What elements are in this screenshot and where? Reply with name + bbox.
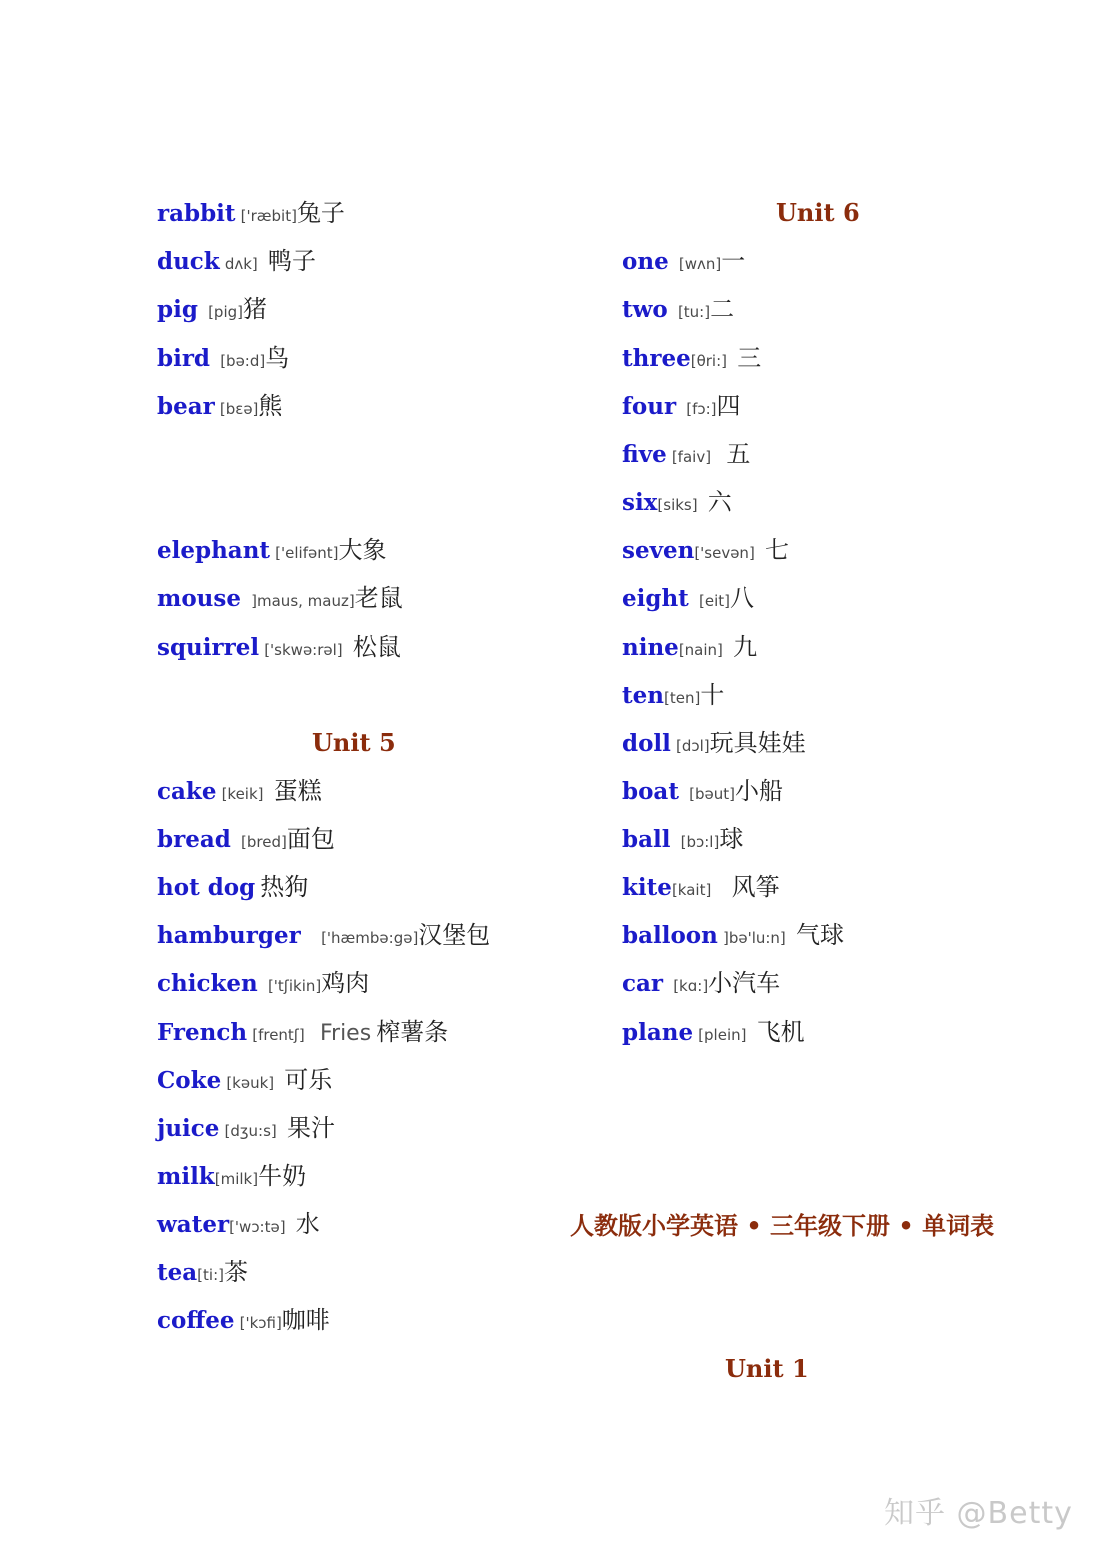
phonetic: [ti:]	[197, 1266, 224, 1284]
vocab-row-three	[622, 338, 761, 378]
vocab-row-milk	[157, 1156, 306, 1196]
chinese-meaning: 鸟	[265, 344, 290, 372]
vocab-row-mouse	[157, 578, 403, 618]
chinese-meaning: 鸡肉	[321, 969, 370, 997]
phonetic: [bred]	[241, 833, 287, 851]
vocab-row-seven	[622, 530, 789, 570]
english-word: six	[622, 489, 658, 516]
vocab-row-coke	[157, 1060, 332, 1100]
chinese-meaning: 老鼠	[354, 584, 403, 612]
vocab-row-six	[622, 482, 732, 522]
phonetic: [bɛə]	[219, 400, 259, 418]
chinese-meaning: 四	[716, 392, 741, 420]
phonetic: [fɔ:]	[686, 400, 717, 418]
chinese-meaning: 气球	[795, 921, 844, 949]
phonetic: ]maus, mauz]	[251, 592, 355, 610]
chinese-meaning: 小汽车	[708, 969, 781, 997]
english-word: milk	[157, 1163, 215, 1190]
vocab-row-nine	[622, 627, 757, 667]
english-word: cake	[157, 778, 217, 805]
phonetic: ['wɔ:tə]	[229, 1218, 286, 1236]
chinese-meaning: 三	[737, 344, 762, 372]
english-word: boat	[622, 778, 679, 805]
english-word: five	[622, 441, 667, 468]
english-word: tea	[157, 1259, 198, 1286]
chinese-meaning: 六	[707, 488, 732, 516]
unit1-heading: Unit 1	[725, 1354, 809, 1383]
vocab-row-water	[157, 1204, 320, 1244]
vocab-row-hot-dog	[157, 867, 308, 907]
chinese-meaning: 一	[721, 247, 746, 275]
english-word: water	[157, 1211, 230, 1238]
vocab-row-plane	[622, 1012, 805, 1052]
vocab-row-elephant	[157, 530, 386, 570]
english-word: coffee	[157, 1307, 235, 1334]
phonetic: [milk]	[214, 1170, 259, 1188]
phonetic: [tu:]	[677, 303, 711, 321]
phonetic: ['elifənt]	[275, 544, 339, 562]
english-word: duck	[157, 248, 220, 275]
chinese-meaning: 松鼠	[352, 633, 401, 661]
chinese-meaning: 大象	[338, 536, 387, 564]
english-word: pig	[157, 296, 198, 323]
english-word: doll	[622, 730, 671, 757]
chinese-meaning: 果汁	[286, 1114, 335, 1142]
vocab-row-rabbit	[157, 193, 345, 233]
phonetic: [faiv]	[671, 448, 712, 466]
chinese-meaning: 面包	[286, 825, 335, 853]
vocab-row-ten	[622, 675, 724, 715]
vocab-row-french-fries	[157, 1012, 448, 1052]
chinese-meaning: 玩具娃娃	[709, 729, 806, 757]
vocab-row-hamburger	[157, 915, 490, 955]
chinese-meaning: 七	[764, 536, 789, 564]
english-word: plane	[622, 1019, 694, 1046]
english-word: Coke	[157, 1067, 222, 1094]
chinese-meaning: 可乐	[284, 1066, 333, 1094]
chinese-meaning: 榨薯条	[376, 1018, 449, 1046]
chinese-meaning: 蛋糕	[273, 777, 322, 805]
phonetic: ['hæmbə:gə]	[321, 929, 419, 947]
english-word: hamburger	[157, 922, 301, 949]
english-word: bread	[157, 826, 231, 853]
chinese-meaning: 小船	[734, 777, 783, 805]
english-word: one	[622, 248, 669, 275]
chinese-meaning: 鸭子	[267, 247, 316, 275]
vocab-row-duck	[157, 241, 316, 281]
phonetic: [dʒu:s]	[224, 1122, 277, 1140]
chinese-meaning: 熊	[258, 392, 283, 420]
phonetic: [kəuk]	[226, 1074, 275, 1092]
vocab-row-bear	[157, 386, 282, 426]
chinese-meaning: 汉堡包	[418, 921, 491, 949]
chinese-meaning: 八	[729, 584, 754, 612]
vocab-row-juice	[157, 1108, 335, 1148]
phonetic: [pig]	[208, 303, 243, 321]
english-word: ball	[622, 826, 671, 853]
vocab-row-car	[622, 963, 780, 1003]
vocab-row-ball	[622, 819, 743, 859]
english-word: seven	[622, 537, 695, 564]
chinese-meaning: 五	[726, 440, 751, 468]
phonetic: [θri:]	[690, 352, 728, 370]
chinese-meaning: 咖啡	[281, 1306, 330, 1334]
chinese-meaning: 水	[295, 1210, 320, 1238]
english-word-continued: Fries	[319, 1021, 372, 1046]
zhihu-watermark: 知乎 @Betty	[884, 1496, 1073, 1531]
phonetic: [wʌn]	[678, 255, 722, 273]
phonetic: ['kɔfi]	[239, 1314, 282, 1332]
vocab-row-coffee	[157, 1300, 330, 1340]
vocab-row-bread	[157, 819, 335, 859]
phonetic: ['ræbit]	[240, 207, 297, 225]
english-word: two	[622, 296, 668, 323]
phonetic: [bə:d]	[220, 352, 266, 370]
english-word: hot dog	[157, 874, 256, 901]
english-word: squirrel	[157, 634, 260, 661]
phonetic: [bəut]	[689, 785, 735, 803]
english-word: bird	[157, 345, 211, 372]
english-word: eight	[622, 585, 689, 612]
vocab-row-doll	[622, 723, 806, 763]
english-word: bear	[157, 393, 215, 420]
vocab-row-kite	[622, 867, 780, 907]
phonetic: [kait]	[671, 881, 712, 899]
vocab-row-five	[622, 434, 750, 474]
english-word: mouse	[157, 585, 241, 612]
english-word: four	[622, 393, 677, 420]
chinese-meaning: 九	[733, 633, 758, 661]
vocab-row-tea	[157, 1252, 248, 1292]
english-word: nine	[622, 634, 679, 661]
english-word: balloon	[622, 922, 718, 949]
vocab-row-squirrel	[157, 627, 401, 667]
phonetic: [plein]	[698, 1026, 747, 1044]
phonetic: [ten]	[663, 689, 701, 707]
phonetic: [frentʃ]	[252, 1026, 305, 1044]
chinese-meaning: 热狗	[260, 873, 309, 901]
chinese-meaning: 十	[700, 681, 725, 709]
vocab-row-chicken	[157, 963, 369, 1003]
english-word: ten	[622, 682, 664, 709]
vocab-row-two	[622, 289, 734, 329]
phonetic: [nain]	[678, 641, 723, 659]
chinese-meaning: 球	[719, 825, 744, 853]
phonetic: [bɔ:l]	[680, 833, 720, 851]
vocab-row-cake	[157, 771, 322, 811]
phonetic: [siks]	[657, 496, 698, 514]
phonetic: ['tʃikin]	[267, 977, 322, 995]
vocab-row-pig	[157, 289, 267, 329]
english-word: car	[622, 970, 664, 997]
unit5-heading: Unit 5	[312, 728, 396, 757]
english-word: chicken	[157, 970, 258, 997]
vocab-row-one	[622, 241, 745, 281]
phonetic: [keik]	[221, 785, 264, 803]
chinese-meaning: 牛奶	[258, 1162, 307, 1190]
unit6-heading: Unit 6	[776, 198, 860, 227]
vocab-row-eight	[622, 578, 754, 618]
vocab-row-bird	[157, 338, 289, 378]
chinese-meaning: 兔子	[296, 199, 345, 227]
chinese-meaning: 茶	[223, 1258, 248, 1286]
english-word: rabbit	[157, 200, 236, 227]
phonetic: ['skwə:rəl]	[264, 641, 343, 659]
phonetic: ]bə'lu:n]	[722, 929, 786, 947]
chinese-meaning: 飞机	[756, 1018, 805, 1046]
english-word: juice	[157, 1115, 220, 1142]
vocab-row-boat	[622, 771, 783, 811]
vocab-row-four	[622, 386, 741, 426]
phonetic: dʌk]	[224, 255, 258, 273]
english-word: kite	[622, 874, 672, 901]
chinese-meaning: 二	[710, 295, 735, 323]
vocab-row-balloon	[622, 915, 844, 955]
phonetic: [kɑ:]	[673, 977, 709, 995]
english-word: elephant	[157, 537, 271, 564]
chinese-meaning: 风筝	[731, 873, 780, 901]
english-word: French	[157, 1019, 248, 1046]
phonetic: ['sevən]	[694, 544, 755, 562]
chinese-meaning: 猪	[243, 295, 267, 323]
english-word: three	[622, 345, 691, 372]
phonetic: [dɔl]	[676, 737, 710, 755]
book-title: 人教版小学英语 • 三年级下册 • 单词表	[570, 1212, 995, 1240]
phonetic: [eit]	[698, 592, 730, 610]
